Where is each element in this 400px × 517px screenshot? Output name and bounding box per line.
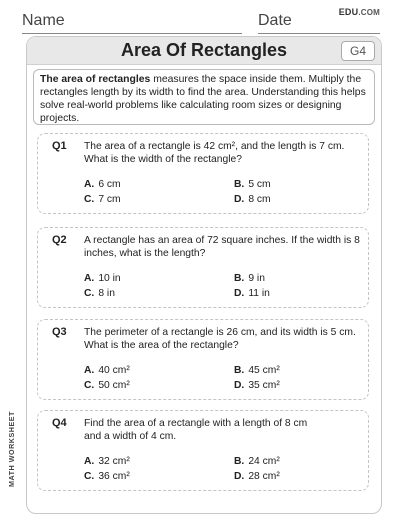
option-letter: B.	[234, 456, 245, 467]
option-b[interactable]	[234, 365, 280, 376]
option-a[interactable]	[84, 179, 121, 190]
option-value: 11 in	[248, 288, 270, 299]
intro-text: measures the space inside them. Multiply the rectangles length by its width to find the area. Understanding this helps solve real-world problems like calculating room sizes or designing projects.	[40, 74, 366, 124]
option-a[interactable]	[84, 365, 130, 376]
option-c[interactable]	[84, 288, 115, 299]
option-value: 7 cm	[98, 194, 121, 205]
option-b[interactable]	[234, 273, 265, 284]
option-letter: B.	[234, 179, 245, 190]
question-card-q3	[37, 319, 369, 400]
option-d[interactable]	[234, 194, 271, 205]
date-line[interactable]	[258, 33, 380, 34]
option-a[interactable]	[84, 456, 130, 467]
option-value: 10 in	[98, 273, 121, 284]
option-letter: C.	[84, 471, 95, 482]
option-b[interactable]	[234, 179, 271, 190]
logo-main: EDU	[338, 7, 359, 17]
option-value: 50 cm²	[98, 380, 130, 391]
option-letter: C.	[84, 194, 95, 205]
date-label: Date	[258, 12, 292, 29]
question-number: Q1	[52, 140, 67, 152]
option-letter: D.	[234, 471, 245, 482]
option-letter: A.	[84, 365, 95, 376]
question-text: The perimeter of a rectangle is 26 cm, and its width is 5 cm. What is the area of the rectangle?	[84, 327, 356, 351]
header-row	[22, 7, 380, 34]
name-line[interactable]	[22, 33, 242, 34]
name-label: Name	[22, 12, 65, 29]
option-d[interactable]	[234, 471, 280, 482]
option-value: 35 cm²	[248, 380, 280, 391]
intro-bold: The area of rectangles	[40, 74, 151, 85]
option-value: 5 cm	[248, 179, 271, 190]
option-letter: D.	[234, 194, 245, 205]
worksheet-title: Area Of Rectangles	[120, 40, 288, 60]
question-card-q4	[37, 410, 369, 491]
option-c[interactable]	[84, 471, 130, 482]
option-d[interactable]	[234, 288, 270, 299]
option-letter: A.	[84, 456, 95, 467]
logo	[339, 7, 380, 17]
option-value: 9 in	[248, 273, 265, 284]
option-letter: C.	[84, 288, 95, 299]
question-text: The area of a rectangle is 42 cm², and the length is 7 cm. What is the width of the rectangle?	[84, 141, 345, 165]
option-c[interactable]	[84, 380, 130, 391]
option-value: 24 cm²	[248, 456, 280, 467]
option-value: 32 cm²	[98, 456, 130, 467]
question-card-q1	[37, 133, 369, 214]
option-letter: D.	[234, 380, 245, 391]
question-text: A rectangle has an area of 72 square inches. If the width is 8 inches, what is the length?	[84, 235, 360, 259]
option-letter: D.	[234, 288, 245, 299]
option-letter: C.	[84, 380, 95, 391]
option-value: 8 cm	[248, 194, 271, 205]
option-c[interactable]	[84, 194, 121, 205]
logo-suffix: .COM	[358, 8, 380, 17]
question-text: Find the area of a rectangle with a length of 8 cm and a width of 4 cm.	[84, 418, 308, 442]
intro-box	[33, 69, 375, 125]
grade-badge: G4	[341, 41, 375, 61]
question-number: Q2	[52, 234, 67, 246]
option-value: 8 in	[98, 288, 115, 299]
option-value: 28 cm²	[248, 471, 280, 482]
worksheet-panel	[26, 36, 382, 514]
option-d[interactable]	[234, 380, 280, 391]
question-number: Q3	[52, 326, 67, 338]
option-value: 40 cm²	[98, 365, 130, 376]
option-value: 45 cm²	[248, 365, 280, 376]
option-value: 6 cm	[98, 179, 121, 190]
option-letter: A.	[84, 273, 95, 284]
question-card-q2	[37, 227, 369, 308]
option-letter: B.	[234, 365, 245, 376]
side-label: MATH WORKSHEET	[7, 411, 16, 487]
question-number: Q4	[52, 417, 67, 429]
title-bar	[27, 37, 381, 65]
option-value: 36 cm²	[98, 471, 130, 482]
option-letter: B.	[234, 273, 245, 284]
option-a[interactable]	[84, 273, 121, 284]
option-letter: A.	[84, 179, 95, 190]
option-b[interactable]	[234, 456, 280, 467]
